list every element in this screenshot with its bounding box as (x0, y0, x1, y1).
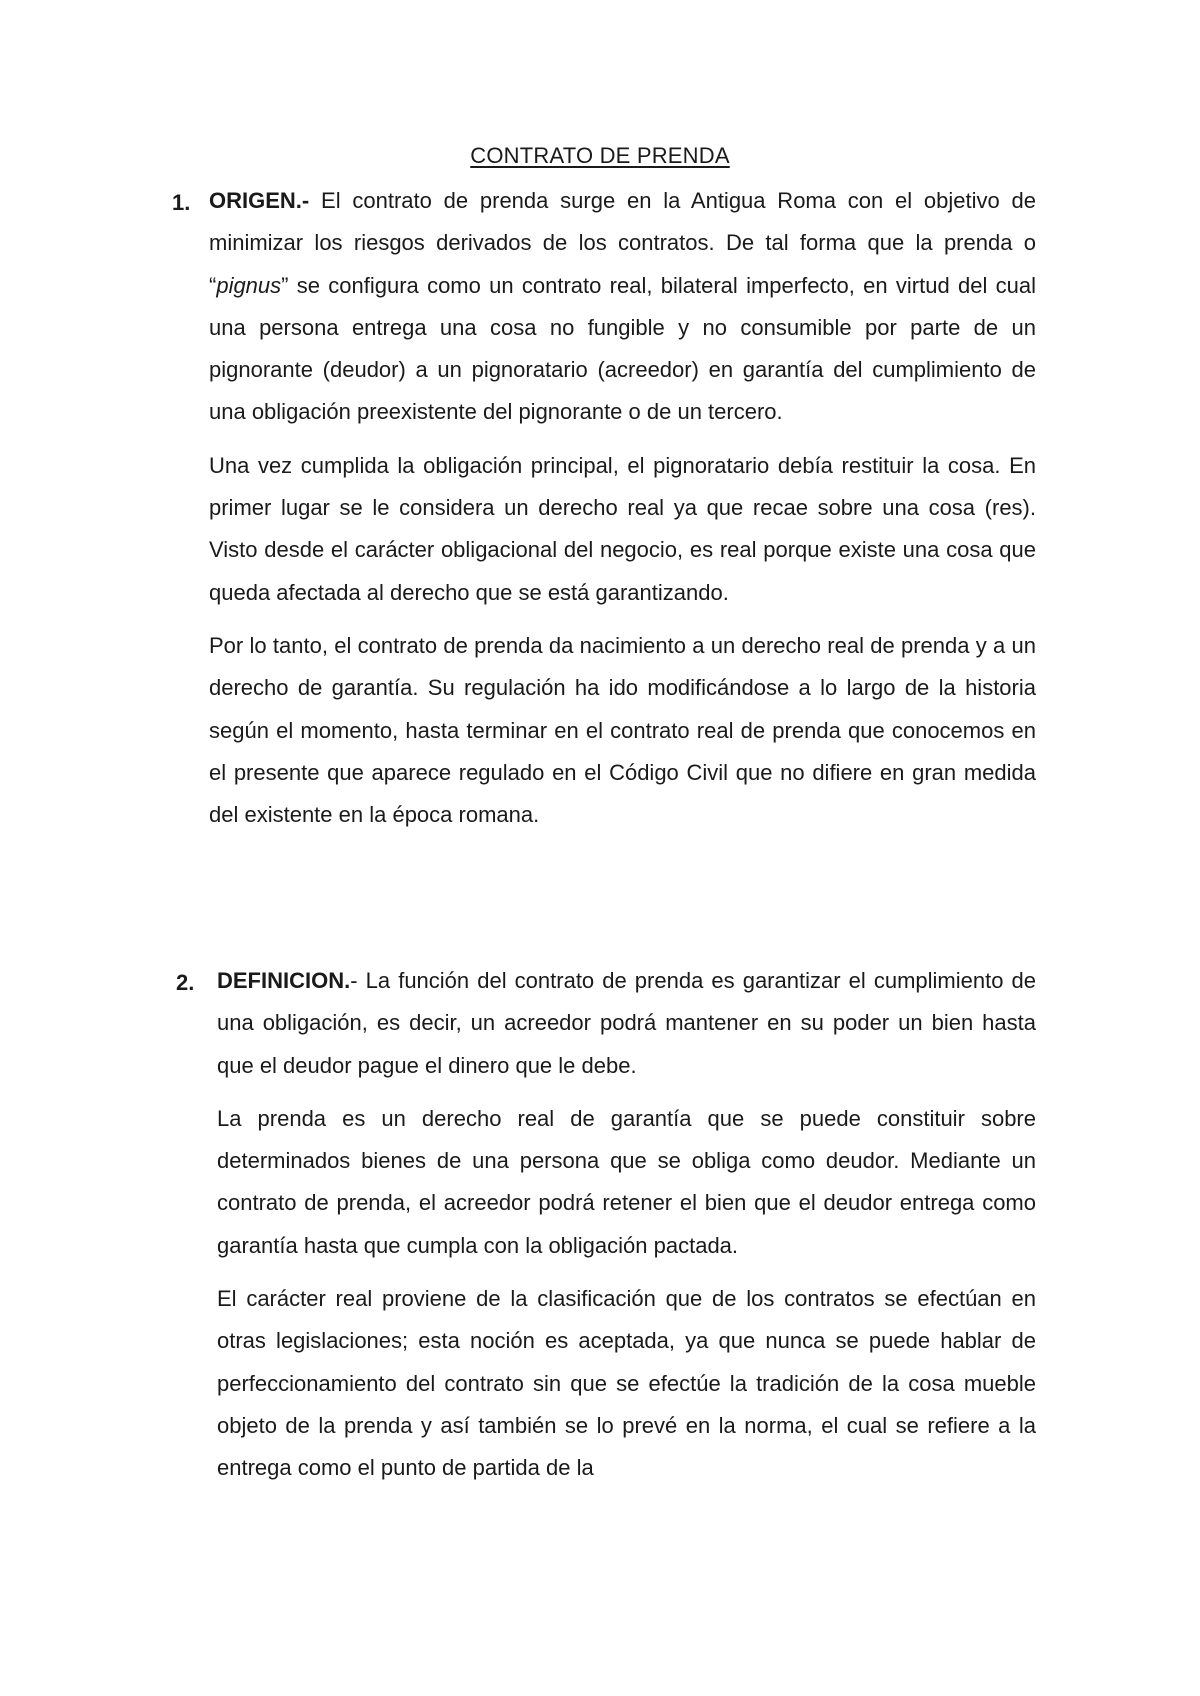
section-paragraph (217, 960, 1036, 1087)
section-heading-origen: ORIGEN.- (209, 188, 310, 213)
section-number-1: 1. (172, 190, 191, 215)
section-paragraph (209, 180, 1036, 434)
section-paragraph: Por lo tanto, el contrato de prenda da nacimiento a un derecho real de prenda y a un derecho de garantía. Su regulación ha ido modificándose a lo largo de la historia según el momento, hasta terminar en el contrato real de prenda que conocemos en el presente que aparece regulado en el Código Civil que no difiere en gran medida del existente en la época romana. (209, 632, 1036, 828)
section-paragraph: El carácter real proviene de la clasificación que de los contratos se efectúan en otras legislaciones; esta noción es aceptada, ya que nunca se puede hablar de perfeccionamiento del contrato sin que se efectúe la tradición de la cosa mueble objeto de la prenda y así también se lo prevé en la norma, el cual se refiere a la entrega como el punto de partida de la (217, 1286, 1036, 1481)
section-paragraph: La prenda es un derecho real de garantía que se puede constituir sobre determinados bienes de una persona que se obliga como deudor. Mediante un contrato de prenda, el acreedor podrá retener el bien que el deudor entrega como garantía hasta que cumpla con la obligación pactada. (217, 1105, 1036, 1258)
section-definicion (217, 960, 1036, 1501)
document-title: CONTRATO DE PRENDA (470, 143, 730, 168)
paragraph-text: ” se configura como un contrato real, bilateral imperfecto, en virtud del cual una persona entrega una cosa no fungible y no consumible por parte de un pignorante (deudor) a un pignoratario (acreedor) en garantía del cumplimiento de una obligación preexistente del pignorante o de un tercero. (209, 272, 1036, 425)
section-paragraph: Una vez cumplida la obligación principal, el pignoratario debía restituir la cosa. En primer lugar se le considera un derecho real ya que recae sobre una cosa (res). Visto desde el carácter obligacional del negocio, es real porque existe una cosa que queda afectada al derecho que se está garantizando. (209, 452, 1036, 605)
section-heading-definicion: DEFINICION. (217, 968, 351, 993)
paragraph-text: El contrato de prenda surge en la Antigua Roma con el objetivo de minimizar los riesgos derivados de los contratos. De tal forma que la prenda o “ (209, 188, 1036, 298)
section-number-2: 2. (176, 970, 195, 995)
paragraph-text: - La función del contrato de prenda es garantizar el cumplimiento de una obligación, es decir, un acreedor podrá mantener en su poder un bien hasta que el deudor pague el dinero que le debe. (217, 968, 1036, 1078)
paragraph-italic-term: pignus (216, 272, 282, 298)
section-origen (209, 180, 1036, 847)
